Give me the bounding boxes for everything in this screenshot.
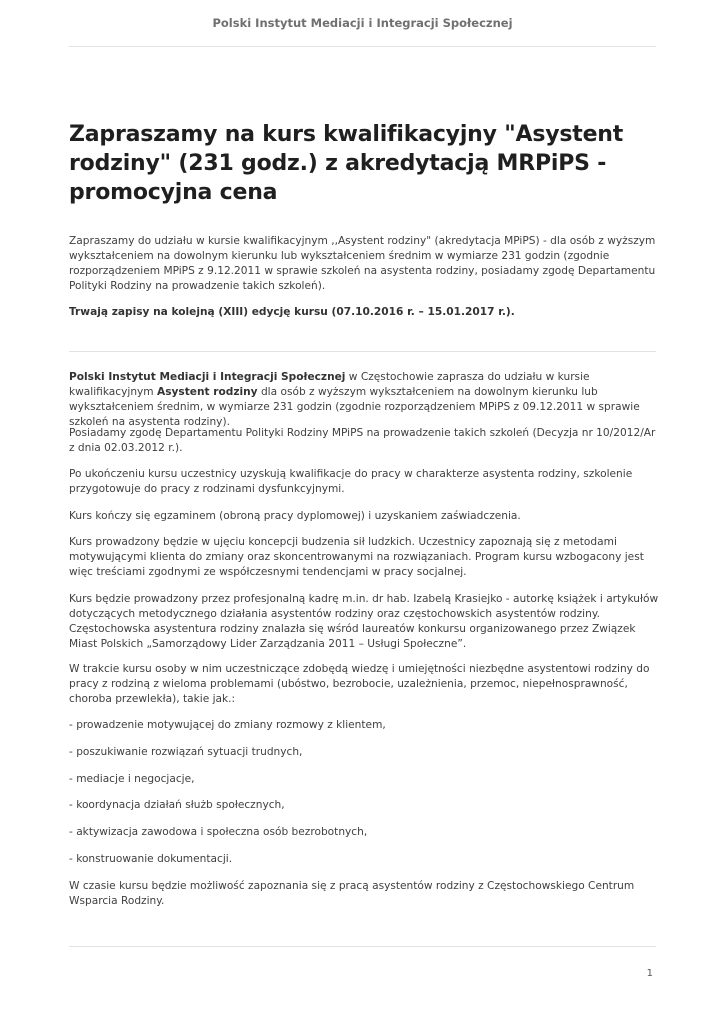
intro-text-1: w Częstochowie zaprasza do udziału w kursie kwalifikacyjnym — [69, 371, 590, 398]
section-divider — [69, 351, 656, 352]
concept-paragraph: Kurs prowadzony będzie w ujęciu koncepcji budzenia sił ludzkich. Uczestnicy zapoznają się z metodami motywującymi klienta do zmiany oraz skoncentrowanymi na rozwiązaniach. Program kursu wzbogacony jest więc treściami zgodnymi ze współczesnymi tendencjami w pracy socjalnej. — [69, 536, 644, 578]
intro-org-name: Polski Instytut Mediacji i Integracji Społecznej — [69, 371, 346, 383]
intro-course-name: Asystent rodziny — [157, 386, 258, 398]
skills-intro-paragraph: W trakcie kursu osoby w nim uczestniczące zdobędą wiedzę i umiejętności niezbędne asystentowi rodziny do pracy z rodziną z wieloma problemami (ubóstwo, bezrobocie, uzależnienia, przemoc, niepełnosprawność, choroba przewlekła), takie jak.: — [69, 663, 650, 705]
article-title: Zapraszamy na kurs kwalifikacyjny "Asystent rodziny" (231 godz.) z akredytacją MRPiPS - promocyjna cena — [69, 122, 624, 205]
enrollment-text: Trwają zapisy na kolejną (XIII) edycję kursu (07.10.2016 r. – 15.01.2017 r.). — [69, 306, 515, 318]
closing-paragraph: W czasie kursu będzie możliwość zapoznania się z pracą asystentów rodziny z Częstochowskiego Centrum Wsparcia Rodziny. — [69, 880, 635, 907]
enrollment-note — [69, 305, 659, 320]
skill-list-item: - mediacje i negocjacje, — [69, 773, 195, 785]
skill-list-item: - koordynacja działań służb społecznych, — [69, 799, 285, 811]
staff-paragraph: Kurs będzie prowadzony przez profesjonalną kadrę m.in. dr hab. Izabelą Krasiejko - autorkę książek i artykułów dotyczących metodycznego działania asystentów rodziny oraz częstochowskich asystentów rodziny. Częstochowska asystentura rodziny znalazła się wśród laureatów konkursu organizowanego przez Związek Miast Polskich „Samorządowy Lider Zarządzania 2011 – Usługi Społeczne”. — [69, 593, 659, 650]
footer-divider — [69, 946, 656, 947]
exam-paragraph: Kurs kończy się egzaminem (obroną pracy dyplomowej) i uzyskaniem zaświadczenia. — [69, 510, 521, 522]
skill-list-item: - prowadzenie motywującej do zmiany rozmowy z klientem, — [69, 719, 386, 731]
skill-list-item: - aktywizacja zawodowa i społeczna osób bezrobotnych, — [69, 826, 368, 838]
skill-list-item: - poszukiwanie rozwiązań sytuacji trudnych, — [69, 746, 303, 758]
page-number: 1 — [646, 968, 653, 979]
page-header-org-name: Polski Instytut Mediacji i Integracji Społecznej — [212, 16, 513, 30]
qualification-paragraph: Po ukończeniu kursu uczestnicy uzyskują kwalifikacje do pracy w charakterze asystenta rodziny, szkolenie przygotowuje do pracy z rodzinami dysfunkcyjnymi. — [69, 468, 633, 495]
header-divider — [69, 46, 656, 47]
consent-paragraph: Posiadamy zgodę Departamentu Polityki Rodziny MPiPS na prowadzenie takich szkoleń (Decyzja nr 10/2012/Ar z dnia 02.03.2012 r.). — [69, 427, 656, 454]
skill-list-item: - konstruowanie dokumentacji. — [69, 853, 233, 865]
intro-paragraph — [69, 370, 659, 430]
intro-text-2: dla osób z wyższym wykształceniem na dowolnym kierunku lub wykształceniem średnim, w wymiarze 231 godzin (zgodnie rozporządzeniem MPiPS z 09.12.2011 w sprawie szkoleń na asystenta rodziny). — [69, 386, 640, 428]
lead-paragraph: Zapraszamy do udziału w kursie kwalifikacyjnym ,,Asystent rodziny" (akredytacja MPiPS) - dla osób z wyższym wykształceniem na dowolnym kierunku lub wykształceniem średnim w wymiarze 231 godzin (zgodnie rozporządzeniem MPiPS z 9.12.2011 w sprawie szkoleń na asystenta rodziny, posiadamy zgodę Departamentu Polityki Rodziny na prowadzenie takich szkoleń). — [69, 235, 656, 292]
